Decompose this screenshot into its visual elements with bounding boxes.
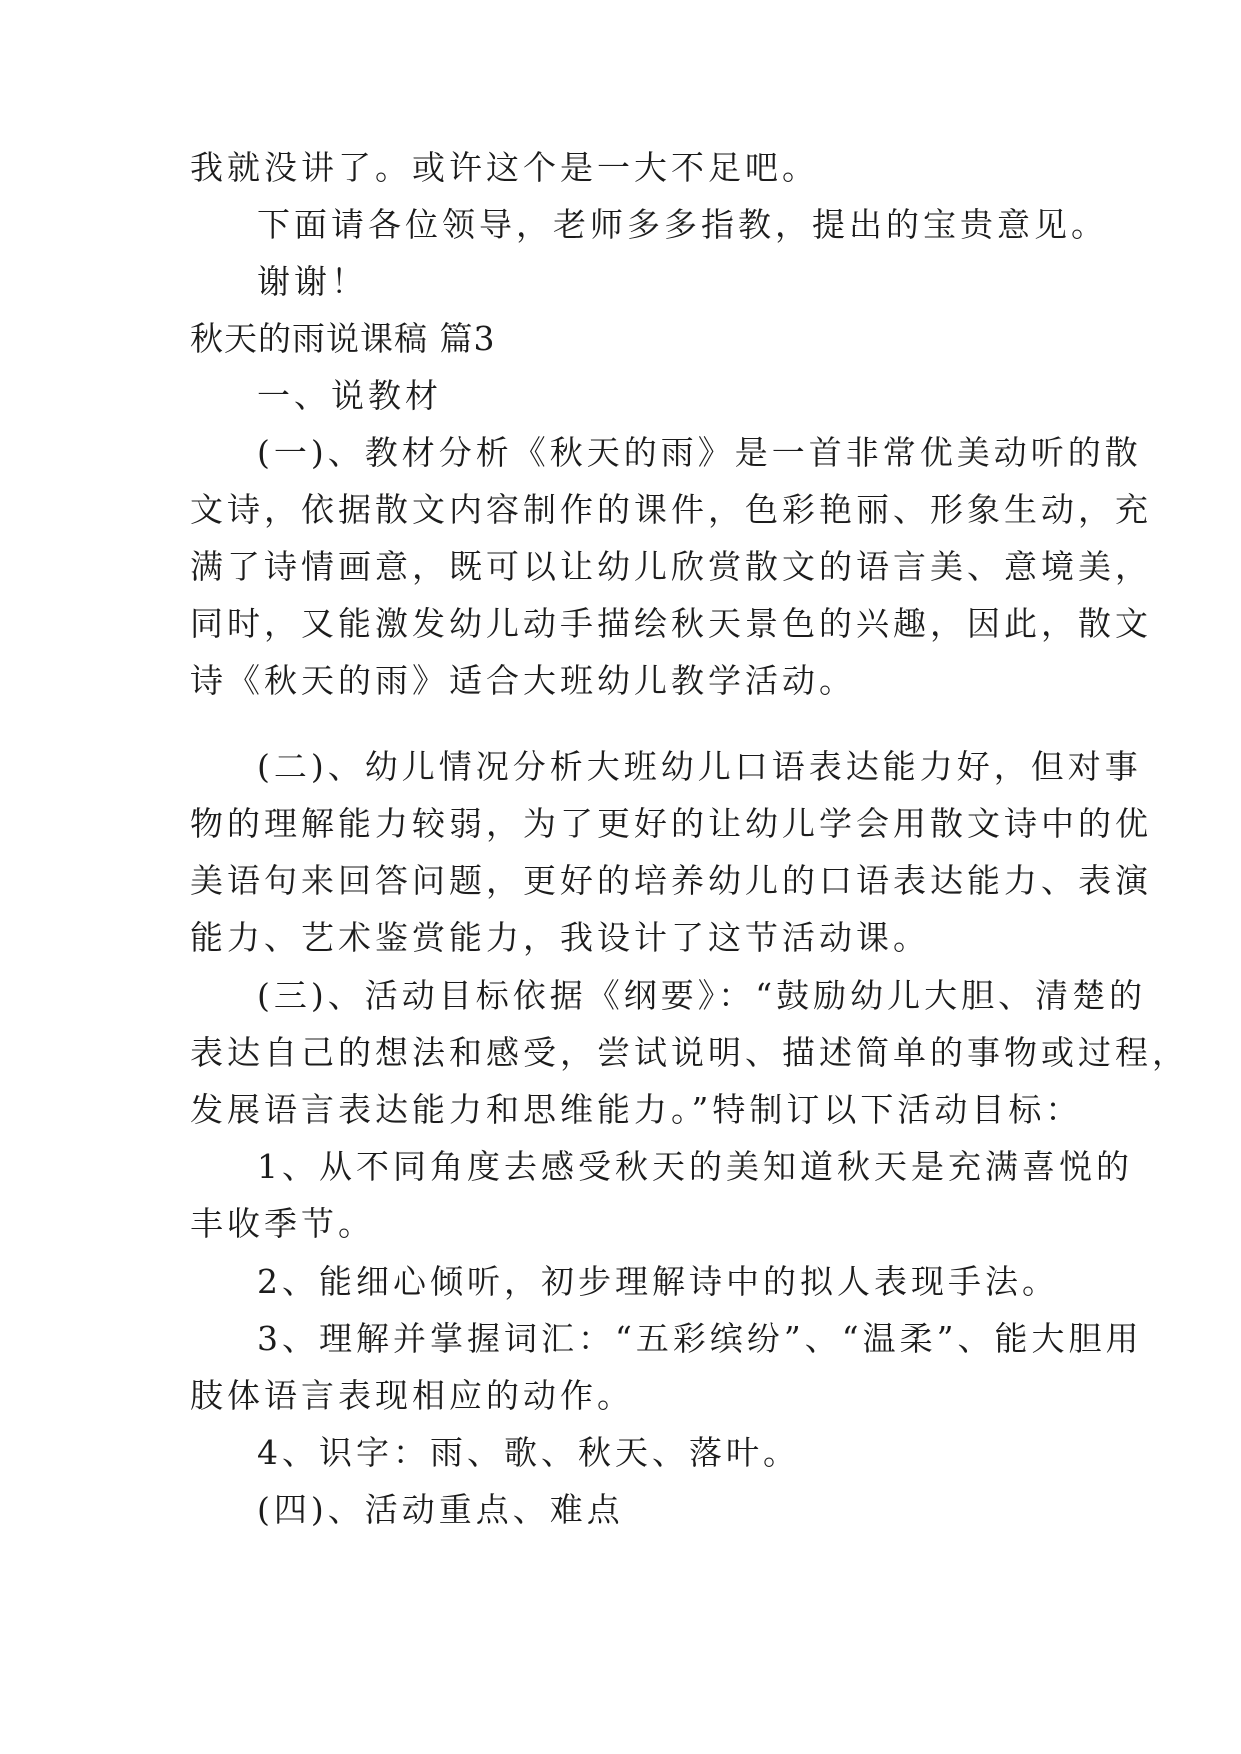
- text-line-7: 文诗，依据散文内容制作的课件，色彩艳丽、形象生动，充: [190, 490, 1152, 529]
- text-line-21: 3、理解并掌握词汇：“五彩缤纷”、“温柔”、能大胆用: [257, 1319, 1143, 1358]
- text-line-13: 美语句来回答问题，更好的培养幼儿的口语表达能力、表演: [190, 861, 1152, 900]
- section-heading: 秋天的雨说课稿 篇3: [190, 319, 496, 358]
- text-line-16: 表达自己的想法和感受，尝试说明、描述简单的事物或过程，: [190, 1033, 1189, 1072]
- text-line-6: (一)、教材分析《秋天的雨》是一首非常优美动听的散: [257, 433, 1142, 472]
- text-line-20: 2、能细心倾听，初步理解诗中的拟人表现手法。: [257, 1262, 1059, 1301]
- text-line-22: 肢体语言表现相应的动作。: [190, 1376, 634, 1415]
- text-line-19: 丰收季节。: [190, 1204, 375, 1243]
- text-line-15: (三)、活动目标依据《纲要》：“鼓励幼儿大胆、清楚的: [257, 976, 1147, 1015]
- text-line-18: 1、从不同角度去感受秋天的美知道秋天是充满喜悦的: [257, 1147, 1133, 1186]
- text-line-8: 满了诗情画意，既可以让幼儿欣赏散文的语言美、意境美，: [190, 547, 1152, 586]
- text-line-3: 谢谢！: [257, 262, 368, 301]
- text-line-1: 我就没讲了。或许这个是一大不足吧。: [190, 148, 819, 187]
- text-line-17: 发展语言表达能力和思维能力。”特制订以下活动目标：: [190, 1090, 1083, 1129]
- text-line-5: 一、说教材: [257, 376, 442, 415]
- text-line-23: 4、识字：雨、歌、秋天、落叶。: [257, 1433, 800, 1472]
- text-line-9: 同时，又能激发幼儿动手描绘秋天景色的兴趣，因此，散文: [190, 604, 1152, 643]
- text-line-14: 能力、艺术鉴赏能力，我设计了这节活动课。: [190, 918, 930, 957]
- text-line-11: (二)、幼儿情况分析大班幼儿口语表达能力好，但对事: [257, 747, 1142, 786]
- text-line-12: 物的理解能力较弱，为了更好的让幼儿学会用散文诗中的优: [190, 804, 1152, 843]
- text-line-2: 下面请各位领导，老师多多指教，提出的宝贵意见。: [257, 205, 1108, 244]
- text-line-24: (四)、活动重点、难点: [257, 1490, 624, 1529]
- text-line-10: 诗《秋天的雨》适合大班幼儿教学活动。: [190, 661, 856, 700]
